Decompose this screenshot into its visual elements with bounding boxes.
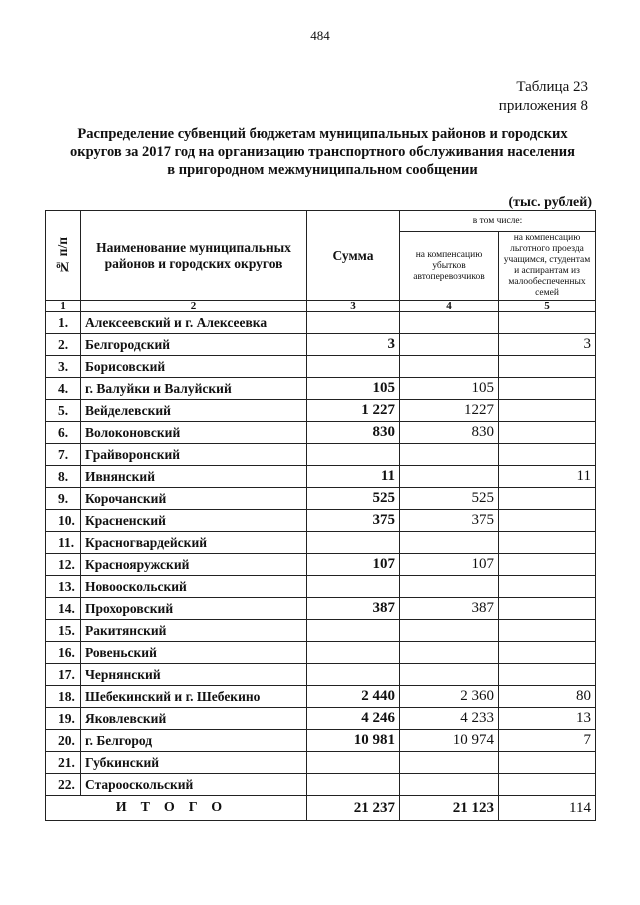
row-number: 14. xyxy=(46,598,81,620)
row-number: 2. xyxy=(46,334,81,356)
row-sum xyxy=(307,356,400,378)
table-row xyxy=(46,334,596,356)
table-row xyxy=(46,620,596,642)
table-row xyxy=(46,400,596,422)
row-students-value: 3 xyxy=(499,334,596,356)
row-carriers-value: 2 360 xyxy=(400,686,499,708)
table-row xyxy=(46,356,596,378)
row-number: 5. xyxy=(46,400,81,422)
row-sum xyxy=(307,576,400,598)
district-name: Ракитянский xyxy=(81,620,307,642)
district-name: Белгородский xyxy=(81,334,307,356)
row-carriers-value: 387 xyxy=(400,598,499,620)
district-name: Ивнянский xyxy=(81,466,307,488)
header-including: в том числе: xyxy=(400,211,596,232)
annex-appendix-label: приложения 8 xyxy=(498,98,588,114)
district-name: Алексеевский и г. Алексеевка xyxy=(81,312,307,334)
district-name: г. Белгород xyxy=(81,730,307,752)
row-sum xyxy=(307,752,400,774)
row-carriers-value: 830 xyxy=(400,422,499,444)
table-row xyxy=(46,730,596,752)
district-name: Старооскольский xyxy=(81,774,307,796)
row-number: 13. xyxy=(46,576,81,598)
title-line-1: Распределение субвенций бюджетам муниципальных районов и городских xyxy=(77,126,568,142)
annex-table-label: Таблица 23 xyxy=(516,79,588,95)
row-sum: 4 246 xyxy=(307,708,400,730)
row-carriers-value: 107 xyxy=(400,554,499,576)
table-row xyxy=(46,752,596,774)
district-name: Волоконовский xyxy=(81,422,307,444)
row-carriers-value: 10 974 xyxy=(400,730,499,752)
row-number: 15. xyxy=(46,620,81,642)
column-number-row xyxy=(46,301,596,312)
district-name: Яковлевский xyxy=(81,708,307,730)
row-sum: 107 xyxy=(307,554,400,576)
row-carriers-value xyxy=(400,356,499,378)
district-name: Краснояружский xyxy=(81,554,307,576)
total-students: 114 xyxy=(499,796,596,821)
row-carriers-value xyxy=(400,774,499,796)
district-name: Красногвардейский xyxy=(81,532,307,554)
row-students-value: 80 xyxy=(499,686,596,708)
row-students-value xyxy=(499,598,596,620)
header-num-cell xyxy=(46,211,81,301)
row-carriers-value: 105 xyxy=(400,378,499,400)
row-carriers-value xyxy=(400,576,499,598)
header-carriers: на компенсацию убытков автоперевозчиков xyxy=(400,232,499,301)
table-row xyxy=(46,378,596,400)
row-number: 9. xyxy=(46,488,81,510)
row-carriers-value xyxy=(400,642,499,664)
district-name: Борисовский xyxy=(81,356,307,378)
row-number: 3. xyxy=(46,356,81,378)
row-students-value xyxy=(499,554,596,576)
column-number: 1 xyxy=(46,301,81,312)
row-sum: 525 xyxy=(307,488,400,510)
row-sum: 375 xyxy=(307,510,400,532)
row-students-value xyxy=(499,510,596,532)
table-row xyxy=(46,444,596,466)
row-carriers-value xyxy=(400,752,499,774)
row-students-value xyxy=(499,312,596,334)
row-students-value xyxy=(499,532,596,554)
row-number: 18. xyxy=(46,686,81,708)
district-name: Губкинский xyxy=(81,752,307,774)
table-row xyxy=(46,312,596,334)
district-name: Грайворонский xyxy=(81,444,307,466)
row-sum xyxy=(307,312,400,334)
row-students-value: 13 xyxy=(499,708,596,730)
row-number: 8. xyxy=(46,466,81,488)
row-carriers-value xyxy=(400,444,499,466)
header-students: на компенсацию льготного проезда учащимся, студентам и аспирантам из малообеспеченных семей xyxy=(499,232,596,301)
row-sum xyxy=(307,532,400,554)
row-students-value xyxy=(499,576,596,598)
row-students-value xyxy=(499,444,596,466)
district-name: Прохоровский xyxy=(81,598,307,620)
title-line-3: в пригородном межмуниципальном сообщении xyxy=(167,162,478,178)
total-row xyxy=(46,796,596,821)
table-row xyxy=(46,510,596,532)
table-row xyxy=(46,576,596,598)
row-carriers-value: 4 233 xyxy=(400,708,499,730)
row-carriers-value xyxy=(400,532,499,554)
header-num: № п/п xyxy=(55,236,70,275)
row-students-value xyxy=(499,356,596,378)
total-sum: 21 237 xyxy=(307,796,400,821)
row-sum: 3 xyxy=(307,334,400,356)
row-sum: 11 xyxy=(307,466,400,488)
table-row xyxy=(46,598,596,620)
total-label: ИТОГО xyxy=(46,796,307,821)
row-students-value xyxy=(499,642,596,664)
table-row xyxy=(46,488,596,510)
row-number: 7. xyxy=(46,444,81,466)
table-row xyxy=(46,554,596,576)
row-sum xyxy=(307,642,400,664)
header-name: Наименование муниципальных районов и городских округов xyxy=(81,211,307,301)
district-name: г. Валуйки и Валуйский xyxy=(81,378,307,400)
row-sum: 2 440 xyxy=(307,686,400,708)
row-number: 17. xyxy=(46,664,81,686)
annex-reference xyxy=(499,78,588,116)
row-number: 6. xyxy=(46,422,81,444)
header-row-1 xyxy=(46,211,596,232)
subvention-table xyxy=(45,210,596,821)
row-number: 19. xyxy=(46,708,81,730)
column-number: 5 xyxy=(499,301,596,312)
row-number: 21. xyxy=(46,752,81,774)
district-name: Новооскольский xyxy=(81,576,307,598)
row-carriers-value xyxy=(400,664,499,686)
header-sum: Сумма xyxy=(307,211,400,301)
district-name: Вейделевский xyxy=(81,400,307,422)
row-carriers-value xyxy=(400,312,499,334)
table-row xyxy=(46,708,596,730)
row-carriers-value: 1227 xyxy=(400,400,499,422)
district-name: Чернянский xyxy=(81,664,307,686)
row-students-value xyxy=(499,664,596,686)
row-number: 1. xyxy=(46,312,81,334)
table-row xyxy=(46,466,596,488)
row-sum: 105 xyxy=(307,378,400,400)
row-students-value xyxy=(499,378,596,400)
row-students-value xyxy=(499,488,596,510)
units-label: (тыс. рублей) xyxy=(508,195,592,210)
row-students-value xyxy=(499,620,596,642)
row-sum: 387 xyxy=(307,598,400,620)
district-name: Ровеньский xyxy=(81,642,307,664)
page-number: 484 xyxy=(310,28,330,43)
title-line-2: округов за 2017 год на организацию транспортного обслуживания населения xyxy=(70,144,575,160)
row-number: 10. xyxy=(46,510,81,532)
row-students-value xyxy=(499,774,596,796)
document-title xyxy=(40,125,605,179)
row-students-value: 11 xyxy=(499,466,596,488)
district-name: Корочанский xyxy=(81,488,307,510)
row-sum: 830 xyxy=(307,422,400,444)
row-students-value xyxy=(499,422,596,444)
table-row xyxy=(46,422,596,444)
table-row xyxy=(46,532,596,554)
row-sum xyxy=(307,444,400,466)
row-carriers-value xyxy=(400,620,499,642)
row-sum xyxy=(307,774,400,796)
row-carriers-value xyxy=(400,466,499,488)
table-row xyxy=(46,686,596,708)
row-students-value: 7 xyxy=(499,730,596,752)
column-number: 2 xyxy=(81,301,307,312)
total-carriers: 21 123 xyxy=(400,796,499,821)
row-carriers-value: 525 xyxy=(400,488,499,510)
row-students-value xyxy=(499,752,596,774)
district-name: Шебекинский и г. Шебекино xyxy=(81,686,307,708)
row-number: 12. xyxy=(46,554,81,576)
table-row xyxy=(46,664,596,686)
column-number: 4 xyxy=(400,301,499,312)
column-number: 3 xyxy=(307,301,400,312)
row-number: 4. xyxy=(46,378,81,400)
table-row xyxy=(46,642,596,664)
row-sum: 10 981 xyxy=(307,730,400,752)
row-carriers-value xyxy=(400,334,499,356)
row-carriers-value: 375 xyxy=(400,510,499,532)
row-sum: 1 227 xyxy=(307,400,400,422)
district-name: Красненский xyxy=(81,510,307,532)
row-number: 16. xyxy=(46,642,81,664)
table-row xyxy=(46,774,596,796)
row-sum xyxy=(307,664,400,686)
row-sum xyxy=(307,620,400,642)
row-number: 20. xyxy=(46,730,81,752)
row-number: 11. xyxy=(46,532,81,554)
row-number: 22. xyxy=(46,774,81,796)
row-students-value xyxy=(499,400,596,422)
